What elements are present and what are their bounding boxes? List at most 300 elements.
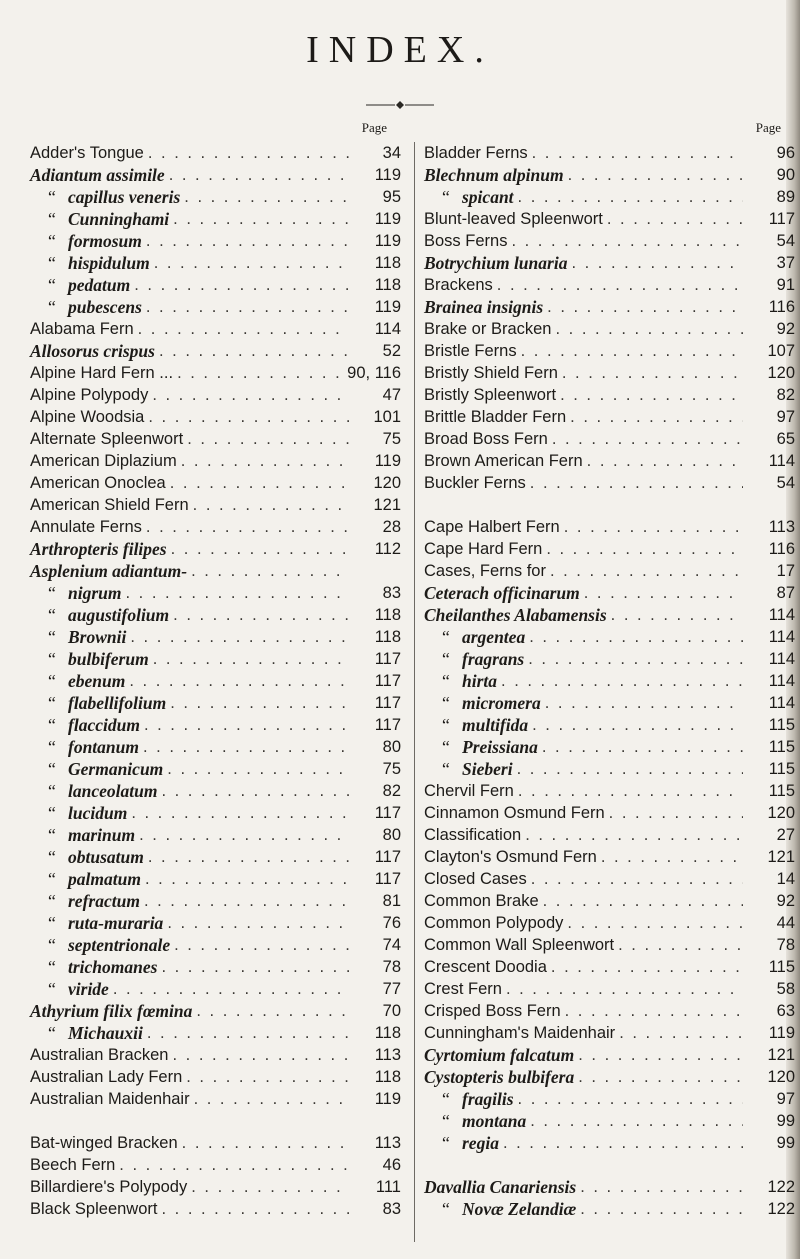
page-number: 118: [374, 606, 401, 624]
index-entry: [424, 802, 799, 824]
page-number: 92: [776, 892, 795, 910]
page-number: 82: [382, 782, 401, 800]
index-term-text: Crescent Doodia: [424, 958, 547, 976]
page-number: 119: [768, 1024, 795, 1042]
index-term: [30, 1176, 187, 1198]
page-number: 116: [768, 298, 795, 316]
index-entry: [30, 428, 405, 450]
page-number: 47: [382, 386, 401, 404]
page-number: 120: [767, 804, 795, 822]
index-entry: [424, 648, 799, 670]
page-number: 112: [374, 540, 401, 558]
index-term: [424, 252, 567, 274]
index-term: [30, 494, 189, 516]
leader-dots: [524, 648, 743, 670]
ditto-mark: “: [442, 1133, 450, 1153]
page-number: 74: [382, 936, 401, 954]
leader-dots: [109, 978, 349, 1000]
index-term: [424, 1132, 499, 1154]
ditto-mark: “: [48, 1023, 56, 1043]
leader-dots: [127, 802, 349, 824]
index-entry: [30, 978, 405, 1000]
index-term-text: American Diplazium: [30, 452, 177, 470]
page-number: 119: [374, 1090, 401, 1108]
index-term-text: lucidum: [68, 803, 128, 823]
index-term-text: Preissiana: [462, 737, 538, 757]
index-term: [424, 318, 551, 340]
page-number: 99: [776, 1112, 795, 1130]
index-term: [30, 450, 177, 472]
index-term: [424, 648, 524, 670]
page-number: 117: [374, 804, 401, 822]
index-term-text: flaccidum: [68, 715, 140, 735]
leader-dots: [166, 472, 349, 494]
index-term-text: Clayton's Osmund Fern: [424, 848, 597, 866]
ditto-mark: “: [48, 649, 56, 669]
index-term: [30, 1154, 115, 1176]
index-term: [30, 1066, 182, 1088]
leader-dots: [170, 934, 349, 956]
index-term: [30, 560, 187, 582]
page-number: 118: [374, 1024, 401, 1042]
leader-dots: [122, 582, 350, 604]
leader-dots: [166, 692, 349, 714]
index-term-text: Cheilanthes Alabamensis: [424, 605, 607, 625]
index-entry: [30, 824, 405, 846]
leader-dots: [514, 1088, 743, 1110]
index-entry: [424, 846, 799, 868]
page-number: 117: [768, 210, 795, 228]
page-number: 119: [374, 298, 401, 316]
page-number: 78: [382, 958, 401, 976]
index-term-text: Cystopteris bulbifera: [424, 1067, 575, 1087]
index-term: [424, 802, 605, 824]
index-term-text: Cyrtomium falcatum: [424, 1045, 575, 1065]
index-term-text: Alpine Polypody: [30, 386, 149, 404]
index-term: [424, 912, 563, 934]
ditto-mark: “: [48, 231, 56, 251]
index-term-text: bulbiferum: [68, 649, 149, 669]
index-term: [30, 384, 148, 406]
index-entry: [424, 560, 799, 582]
index-entry: [30, 912, 405, 934]
index-entry: [30, 1022, 405, 1044]
index-term-text: flabellifolium: [68, 693, 167, 713]
ditto-mark: “: [442, 627, 450, 647]
index-term-text: Alpine Woodsia: [30, 408, 145, 426]
index-term: [424, 824, 521, 846]
page-number: 121: [767, 848, 795, 866]
index-term-text: refractum: [68, 891, 140, 911]
index-entry: [424, 142, 799, 164]
index-entry: [30, 604, 405, 626]
leader-dots: [597, 846, 743, 868]
index-entry: [424, 1088, 799, 1110]
index-term: [30, 516, 142, 538]
index-term: [424, 538, 542, 560]
index-term: [30, 846, 144, 868]
index-term: [424, 692, 541, 714]
leader-dots: [134, 318, 349, 340]
leader-dots: [576, 1176, 743, 1198]
index-term: [424, 604, 607, 626]
index-term-text: Crest Fern: [424, 980, 502, 998]
page-number: 115: [768, 716, 795, 734]
index-term: [30, 868, 141, 890]
index-entry: [424, 758, 799, 780]
index-term-text: Adiantum assimile: [30, 165, 165, 185]
index-term: [30, 956, 157, 978]
page-number: 115: [768, 738, 795, 756]
index-term-text: Boss Ferns: [424, 232, 508, 250]
index-entry: [30, 494, 405, 516]
leader-dots: [157, 1198, 349, 1220]
page-number: 54: [776, 474, 795, 492]
page-number: 28: [382, 518, 401, 536]
ornament-divider: [366, 100, 434, 110]
page-column-header: Page: [755, 120, 781, 135]
ditto-mark: “: [442, 693, 450, 713]
index-entry: [424, 912, 799, 934]
page-number: 113: [768, 518, 795, 536]
leader-dots: [564, 164, 743, 186]
index-term-text: viride: [68, 979, 109, 999]
leader-dots: [142, 516, 349, 538]
index-term: [30, 736, 139, 758]
index-entry: [30, 230, 405, 252]
index-entry: [30, 1176, 405, 1198]
page-number: 116: [768, 540, 795, 558]
ditto-mark: “: [48, 187, 56, 207]
index-term-text: formosum: [68, 231, 142, 251]
leader-dots: [142, 230, 349, 252]
index-entry: [30, 758, 405, 780]
index-term: [424, 362, 558, 384]
page-number: 117: [374, 650, 401, 668]
leader-dots: [502, 978, 743, 1000]
index-term: [30, 648, 149, 670]
index-term-text: Brackens: [424, 276, 493, 294]
index-term: [424, 978, 502, 1000]
index-term: [30, 296, 142, 318]
section-gap: [424, 1154, 799, 1176]
page-number: 58: [776, 980, 795, 998]
leader-dots: [169, 1044, 350, 1066]
leader-dots: [576, 1198, 743, 1220]
index-entry: [30, 164, 405, 186]
leader-dots: [178, 1132, 349, 1154]
leader-dots: [165, 164, 349, 186]
page-number: 63: [776, 1002, 795, 1020]
index-term: [30, 274, 130, 296]
index-term: [30, 802, 127, 824]
index-entry: [424, 1044, 799, 1066]
ditto-mark: “: [48, 803, 56, 823]
index-term-text: Blechnum alpinum: [424, 165, 564, 185]
ditto-mark: “: [48, 693, 56, 713]
leader-dots: [173, 362, 347, 384]
ditto-mark: “: [48, 869, 56, 889]
leader-dots: [538, 736, 743, 758]
leader-dots: [141, 868, 349, 890]
ditto-mark: “: [48, 253, 56, 273]
leader-dots: [189, 494, 349, 516]
leader-dots: [157, 956, 349, 978]
ditto-mark: “: [442, 187, 450, 207]
leader-dots: [527, 868, 743, 890]
index-entry: [424, 472, 799, 494]
leader-dots: [543, 296, 743, 318]
index-term-text: Alternate Spleenwort: [30, 430, 184, 448]
index-entry: [30, 1066, 405, 1088]
index-term-text: Broad Boss Fern: [424, 430, 548, 448]
leader-dots: [187, 560, 349, 582]
index-term: [424, 208, 603, 230]
page-number: 114: [768, 628, 795, 646]
ditto-mark: “: [48, 913, 56, 933]
leader-dots: [507, 230, 743, 252]
index-term-text: pubescens: [68, 297, 142, 317]
index-term: [424, 956, 547, 978]
index-term-text: Cinnamon Osmund Fern: [424, 804, 605, 822]
page-number: 80: [382, 826, 401, 844]
index-term-text: Chervil Fern: [424, 782, 514, 800]
leader-dots: [560, 516, 743, 538]
index-entry: [424, 362, 799, 384]
index-entry: [30, 538, 405, 560]
index-term-text: Buckler Ferns: [424, 474, 526, 492]
page-number: 117: [374, 694, 401, 712]
leader-dots: [180, 186, 349, 208]
leader-dots: [580, 582, 743, 604]
index-term-text: Common Brake: [424, 892, 539, 910]
page-number: 120: [767, 364, 795, 382]
page-number: 118: [374, 1068, 401, 1086]
page-number: 52: [382, 342, 401, 360]
index-term-text: Botrychium lunaria: [424, 253, 568, 273]
page-number: 75: [382, 760, 401, 778]
index-term: [30, 230, 142, 252]
page-number: 91: [776, 276, 795, 294]
index-term: [424, 1066, 574, 1088]
page-number: 115: [768, 958, 795, 976]
index-term-text: Cape Hard Fern: [424, 540, 543, 558]
leader-dots: [177, 450, 349, 472]
leader-dots: [139, 736, 349, 758]
index-term-text: capillus veneris: [68, 187, 181, 207]
leader-dots: [167, 538, 349, 560]
leader-dots: [169, 604, 349, 626]
ditto-mark: “: [442, 759, 450, 779]
leader-dots: [614, 934, 743, 956]
leader-dots: [583, 450, 743, 472]
index-entry: [424, 252, 799, 274]
page-number: 119: [374, 166, 401, 184]
index-entry: [424, 582, 799, 604]
index-entry: [30, 890, 405, 912]
index-term-text: Sieberi: [462, 759, 513, 779]
ditto-mark: “: [48, 605, 56, 625]
index-entry: [30, 626, 405, 648]
index-term-text: Black Spleenwort: [30, 1200, 158, 1218]
page-number: 27: [776, 826, 795, 844]
index-column-right: [424, 120, 799, 1220]
index-term-text: Cases, Ferns for: [424, 562, 546, 580]
index-term-text: Classification: [424, 826, 522, 844]
leader-dots: [499, 1132, 743, 1154]
index-term-text: Alabama Fern: [30, 320, 134, 338]
page-number: 14: [776, 870, 795, 888]
index-entry: [30, 252, 405, 274]
index-term-text: Brainea insignis: [424, 297, 544, 317]
index-term: [30, 604, 169, 626]
index-term-text: fragilis: [462, 1089, 514, 1109]
index-entry: [424, 604, 799, 626]
index-entry: [30, 142, 405, 164]
index-entry: [30, 956, 405, 978]
section-gap: [424, 494, 799, 516]
leader-dots: [140, 890, 349, 912]
leader-dots: [157, 780, 349, 802]
index-term-text: Michauxii: [68, 1023, 143, 1043]
index-term-text: argentea: [462, 627, 526, 647]
index-entry: [424, 1066, 799, 1088]
index-term: [30, 340, 155, 362]
index-entry: [30, 340, 405, 362]
ditto-mark: “: [442, 715, 450, 735]
page-number: 17: [776, 562, 795, 580]
page-number: 101: [373, 408, 401, 426]
index-entry: [424, 384, 799, 406]
page-number: 121: [373, 496, 401, 514]
index-term: [30, 318, 134, 340]
ditto-mark: “: [48, 979, 56, 999]
page-number: 80: [382, 738, 401, 756]
leader-dots: [526, 472, 743, 494]
index-term: [30, 1198, 157, 1220]
index-term: [30, 890, 140, 912]
index-entry: [30, 186, 405, 208]
page-number: 111: [375, 1178, 401, 1196]
index-term: [424, 186, 514, 208]
index-term-text: Allosorus crispus: [30, 341, 155, 361]
index-term-text: ruta-muraria: [68, 913, 164, 933]
index-term-text: Billardiere's Polypody: [30, 1178, 188, 1196]
ditto-mark: “: [442, 737, 450, 757]
index-entry: [424, 692, 799, 714]
page-number: 120: [373, 474, 401, 492]
index-term: [424, 1176, 576, 1198]
index-term: [424, 296, 543, 318]
index-entry: [30, 582, 405, 604]
index-term-text: Cunninghami: [68, 209, 170, 229]
page-number: 118: [374, 628, 401, 646]
page-number: 117: [374, 672, 401, 690]
page-number: 87: [776, 584, 795, 602]
ditto-mark: “: [48, 847, 56, 867]
index-term: [424, 472, 526, 494]
ditto-mark: “: [442, 671, 450, 691]
leader-dots: [556, 384, 743, 406]
index-term: [424, 1088, 514, 1110]
index-entry: [424, 670, 799, 692]
index-term: [30, 912, 163, 934]
page-number: 90: [776, 166, 795, 184]
index-term-text: Common Polypody: [424, 914, 564, 932]
leader-dots: [183, 428, 349, 450]
leader-dots: [143, 1022, 349, 1044]
ditto-mark: “: [48, 627, 56, 647]
index-term-text: Arthropteris filipes: [30, 539, 167, 559]
ditto-mark: “: [442, 1199, 450, 1219]
index-entry: [30, 406, 405, 428]
index-term-text: Novæ Zelandiæ: [462, 1199, 577, 1219]
leader-dots: [140, 714, 349, 736]
index-entry: [424, 538, 799, 560]
index-term-text: Bristly Shield Fern: [424, 364, 558, 382]
index-entry: [30, 714, 405, 736]
index-term-text: Brownii: [68, 627, 127, 647]
index-term-text: Brown American Fern: [424, 452, 583, 470]
index-term: [424, 1044, 574, 1066]
page-number: 118: [374, 276, 401, 294]
leader-dots: [192, 1000, 349, 1022]
leader-dots: [541, 692, 743, 714]
index-entry: [30, 1154, 405, 1176]
index-term: [424, 516, 560, 538]
page-number: 76: [382, 914, 401, 932]
index-term-text: Crisped Boss Fern: [424, 1002, 561, 1020]
ditto-mark: “: [442, 1111, 450, 1131]
page-number: 99: [776, 1134, 795, 1152]
leader-dots: [163, 912, 349, 934]
index-entry: [424, 956, 799, 978]
index-entry: [30, 934, 405, 956]
page-number: 82: [776, 386, 795, 404]
ditto-mark: “: [48, 781, 56, 801]
page-number: 75: [382, 430, 401, 448]
page-number: 114: [768, 606, 795, 624]
index-entry: [424, 1198, 799, 1220]
page-number: 117: [374, 716, 401, 734]
index-term-text: Beech Fern: [30, 1156, 116, 1174]
leader-dots: [547, 956, 743, 978]
index-entries-right: [424, 142, 799, 1220]
page-number: 119: [374, 210, 401, 228]
leader-dots: [144, 406, 349, 428]
leader-dots: [144, 142, 349, 164]
index-term-text: Australian Maidenhair: [30, 1090, 190, 1108]
index-entry: [424, 274, 799, 296]
page-number: [349, 560, 405, 582]
leader-dots: [135, 824, 349, 846]
page-number: 117: [374, 870, 401, 888]
leader-dots: [548, 428, 743, 450]
index-term: [424, 428, 548, 450]
index-term-text: trichomanes: [68, 957, 158, 977]
index-term: [30, 670, 125, 692]
leader-dots: [187, 1176, 349, 1198]
leader-dots: [125, 670, 349, 692]
index-entry: [424, 780, 799, 802]
index-entry: [424, 1132, 799, 1154]
index-entry: [30, 692, 405, 714]
index-term: [30, 252, 150, 274]
index-term: [30, 362, 173, 384]
page-number: 114: [768, 694, 795, 712]
index-term: [30, 1132, 178, 1154]
leader-dots: [542, 538, 743, 560]
